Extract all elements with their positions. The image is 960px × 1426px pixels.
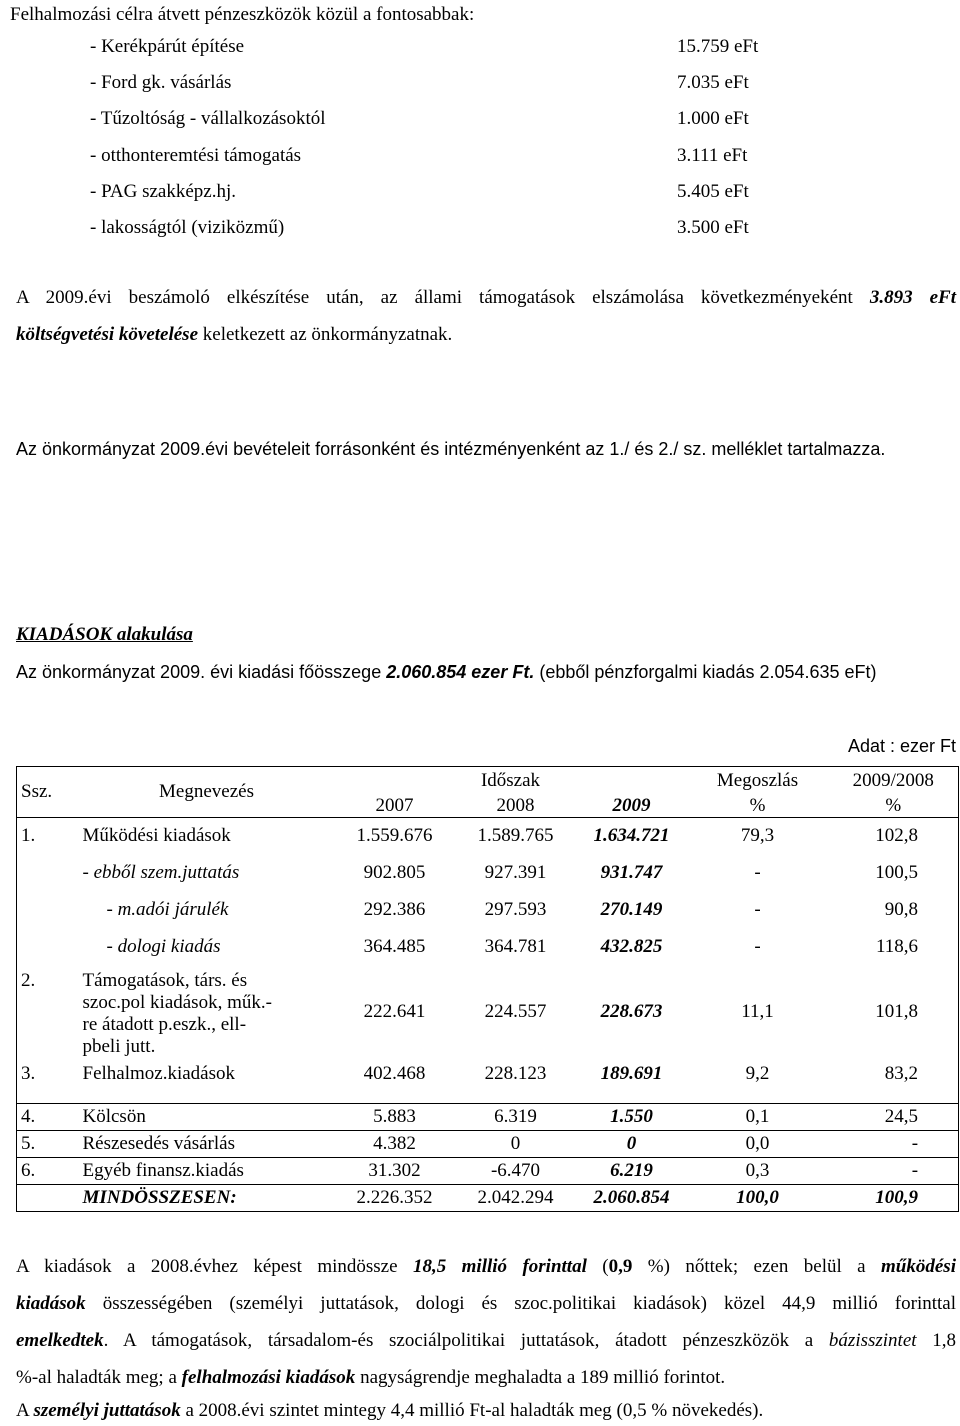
section-title: KIADÁSOK alakulása (16, 624, 193, 645)
paragraph-text: (ebből pénzforgalmi kiadás 2.054.635 eFt) (534, 662, 877, 682)
table-row (17, 855, 959, 892)
cell-2007: 5.883 (335, 1104, 455, 1131)
cell-2008: 364.781 (484, 936, 547, 957)
expenditure-table (16, 766, 959, 1212)
table-row (17, 1104, 959, 1131)
header-pct: % (749, 794, 766, 816)
cell-ssz: 3. (17, 1058, 79, 1090)
cell-ssz: 6. (17, 1158, 79, 1185)
table-row (17, 892, 959, 929)
cell-name: Kölcsön (79, 1104, 335, 1131)
total-2008: 2.042.294 (455, 1185, 577, 1212)
paragraph-subsidy-line2 (16, 324, 452, 346)
paragraph-subsidy-line1 (16, 288, 956, 308)
emphasis: működési (881, 1256, 956, 1277)
cell-ssz (17, 892, 79, 929)
cell-2007: 902.805 (363, 862, 426, 883)
cell-2009: 270.149 (600, 899, 663, 920)
cell-name: Támogatások, társ. és szoc.pol kiadások, műk.-re átadott p.eszk., ell-pbeli jutt. (82, 969, 272, 1057)
header-ssz: Ssz. (17, 767, 79, 818)
cell-2008: 228.123 (484, 1062, 547, 1084)
paragraph-text: nagyságrendje meghaladta a 189 millió forintot. (355, 1367, 726, 1388)
paragraph-text: keletkezett az önkormányzatnak. (198, 324, 453, 345)
summary-line (16, 1359, 725, 1396)
asset-value: 3.111 eFt (677, 145, 748, 166)
cell-2008: 927.391 (484, 862, 547, 883)
header-2007: 2007 (375, 794, 414, 816)
total-2007: 2.226.352 (335, 1185, 455, 1212)
cell-ratio: 102,8 (829, 817, 959, 855)
table-row (17, 929, 959, 966)
cell-2007: 402.468 (363, 1062, 426, 1084)
emphasis: 0,9 (608, 1256, 633, 1277)
cell-ssz: 4. (17, 1104, 79, 1131)
emphasis-term: költségvetési követelése (16, 324, 199, 345)
table-row (17, 817, 959, 855)
paragraph-text: A (16, 1400, 34, 1421)
cell-2008: -6.470 (455, 1158, 577, 1185)
total-expenditure-line (16, 662, 877, 683)
header-2008: 2008 (496, 794, 535, 816)
cell-ssz (17, 855, 79, 892)
asset-label: - Tűzoltóság - vállalkozásoktól (90, 108, 326, 129)
paragraph-text: A 2009.évi beszámoló elkészítése után, az állami támogatások elszámolása következményeként (16, 287, 870, 308)
asset-label: - otthonteremtési támogatás (90, 145, 302, 166)
cell-2009: 6.219 (577, 1158, 687, 1185)
cell-2007: 222.641 (363, 1000, 426, 1022)
emphasis: felhalmozási kiadások (181, 1367, 356, 1388)
cell-ssz (17, 929, 79, 966)
cell-ratio: 100,5 (829, 855, 959, 892)
header-megnevezes: Megnevezés (79, 767, 335, 818)
cell-2009: 432.825 (600, 936, 663, 957)
paragraph-text: a 2008.évi szintet mintegy 4,4 millió Ft-al haladták meg (0,5 % növekedés). (180, 1400, 764, 1421)
header-megoszlas: Megoszlás (687, 767, 829, 795)
cell-ratio: - (829, 1131, 959, 1158)
header-pct: % (829, 795, 959, 818)
emphasis: kiadások (16, 1293, 86, 1314)
total-2009: 2.060.854 (577, 1185, 687, 1212)
cell-2007: 364.485 (363, 936, 426, 957)
cell-2007: 4.382 (335, 1131, 455, 1158)
cell-share: 9,2 (745, 1062, 770, 1084)
cell-2009: 1.550 (577, 1104, 687, 1131)
table-spacer-row (17, 1090, 959, 1104)
cell-2007: 292.386 (363, 899, 426, 920)
cell-name: - m.adói járulék (106, 899, 229, 920)
header-ratio: 2009/2008 (829, 767, 959, 795)
total-ratio: 100,9 (829, 1185, 959, 1212)
cell-share: 11,1 (741, 1000, 774, 1022)
cell-ssz: 2. (17, 966, 79, 1058)
header-idoszak: Időszak (335, 767, 687, 795)
asset-label: - Kerékpárút építése (90, 36, 245, 57)
asset-label: - PAG szakképz.hj. (90, 181, 236, 202)
cell-share: 0,3 (687, 1158, 829, 1185)
cell-ratio: - (829, 1158, 959, 1185)
emphasis-amount: 3.893 eFt (869, 287, 956, 308)
cell-share: - (754, 862, 761, 883)
cell-2008: 297.593 (484, 899, 547, 920)
summary-line (16, 1285, 956, 1322)
asset-value: 5.405 eFt (677, 181, 749, 202)
summary-line (16, 1322, 956, 1359)
cell-2008: 6.319 (455, 1104, 577, 1131)
intro-line: Felhalmozási célra átvett pénzeszközök közül a fontosabbak: (10, 4, 475, 25)
cell-2009: 189.691 (600, 1062, 663, 1084)
total-share: 100,0 (687, 1185, 829, 1212)
cell-name: Működési kiadások (79, 817, 335, 855)
cell-name: Felhalmoz.kiadások (82, 1062, 235, 1084)
paragraph-text: összességében (személyi juttatások, dologi és szoc.politikai kiadások) közel 44,9 millió forinttal (85, 1293, 956, 1314)
cell-ssz: 5. (17, 1131, 79, 1158)
asset-label: - Ford gk. vásárlás (90, 72, 232, 93)
emphasis: emelkedtek (16, 1330, 104, 1351)
asset-label: - lakosságtól (viziközmű) (90, 217, 285, 238)
cell-name: Részesedés vásárlás (79, 1131, 335, 1158)
asset-value: 7.035 eFt (677, 72, 749, 93)
cell-ssz: 1. (17, 817, 79, 855)
cell-ssz (17, 1185, 79, 1212)
summary-line (16, 1396, 763, 1426)
cell-ratio: 83,2 (829, 1058, 959, 1090)
table-total-row (17, 1185, 959, 1212)
cell-2007: 1.559.676 (335, 817, 455, 855)
asset-value: 15.759 eFt (677, 36, 759, 57)
cell-ratio: 118,6 (829, 929, 959, 966)
cell-share: - (754, 899, 761, 920)
table-row (17, 966, 959, 1058)
cell-name: - ebből szem.juttatás (82, 862, 240, 883)
emphasis-amount: 2.060.854 ezer Ft. (386, 662, 535, 682)
cell-share: - (754, 936, 761, 957)
header-2009: 2009 (612, 794, 651, 816)
cell-2007: 31.302 (335, 1158, 455, 1185)
cell-2009: 0 (577, 1131, 687, 1158)
table-row (17, 1131, 959, 1158)
cell-2008: 224.557 (484, 1000, 547, 1022)
emphasis: bázisszintet (828, 1330, 917, 1351)
paragraph-text: ( (586, 1256, 609, 1277)
unit-note: Adat : ezer Ft (847, 736, 956, 756)
cell-share: 0,1 (687, 1104, 829, 1131)
total-label: MINDÖSSZESEN: (79, 1185, 335, 1212)
paragraph-text: %-al haladták meg; a (16, 1367, 182, 1388)
table-row (17, 1158, 959, 1185)
table-row (17, 1058, 959, 1090)
asset-value: 1.000 eFt (677, 108, 749, 129)
cell-2008: 1.589.765 (455, 817, 577, 855)
cell-share: 79,3 (687, 817, 829, 855)
paragraph-text: A kiadások a 2008.évhez képest mindössze (16, 1256, 413, 1277)
paragraph-revenues: Az önkormányzat 2009.évi bevételeit forrásonként és intézményenként az 1./ és 2./ sz. melléklet tartalmazza. (16, 439, 886, 459)
paragraph-text: Az önkormányzat 2009. évi kiadási főösszege (16, 662, 387, 682)
cell-2009: 1.634.721 (577, 817, 687, 855)
table-header-row (17, 767, 959, 795)
emphasis: 18,5 millió forinttal (412, 1256, 587, 1277)
emphasis: személyi juttatások (33, 1400, 181, 1421)
paragraph-text: %) nőttek; ezen belül a (632, 1256, 882, 1277)
asset-value: 3.500 eFt (677, 217, 749, 238)
cell-ratio: 101,8 (829, 966, 959, 1058)
cell-2009: 931.747 (600, 862, 663, 883)
cell-2009: 228.673 (600, 1000, 663, 1022)
cell-share: 0,0 (687, 1131, 829, 1158)
summary-line (16, 1248, 956, 1285)
cell-2008: 0 (455, 1131, 577, 1158)
paragraph-text: . A támogatások, társadalom-és szociálpolitikai juttatások, átadott pénzeszközök a (103, 1330, 829, 1351)
paragraph-text: 1,8 (916, 1330, 956, 1351)
cell-name: Egyéb finansz.kiadás (79, 1158, 335, 1185)
cell-ratio: 90,8 (829, 892, 959, 929)
cell-ratio: 24,5 (829, 1104, 959, 1131)
cell-name: - dologi kiadás (106, 936, 221, 957)
